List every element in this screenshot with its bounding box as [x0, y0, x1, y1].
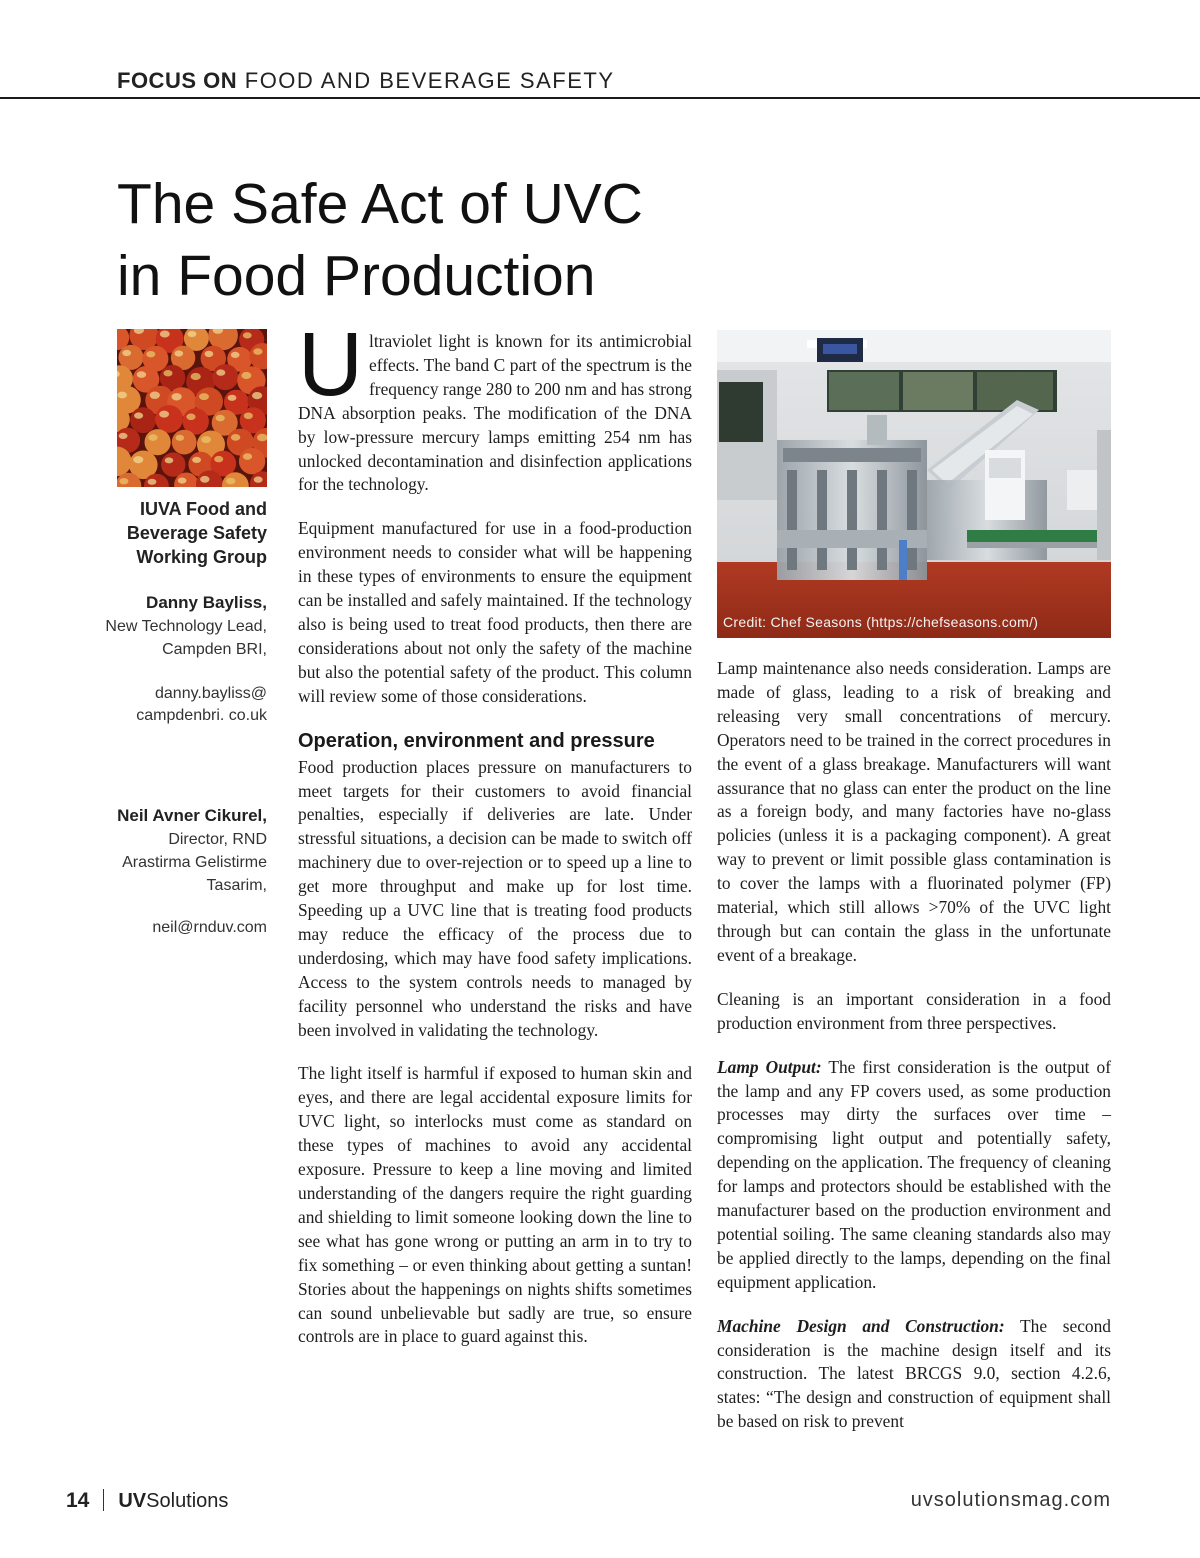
body-paragraph: Cleaning is an important consideration in a food production environment from three perspectives.	[717, 988, 1111, 1033]
production-line-image	[717, 330, 1111, 638]
magazine-brand-bold: UV	[118, 1490, 147, 1512]
intro-text: ltraviolet light is known for its antimicrobial effects. The band C part of the spectrum is the frequency range 280 to 200 nm and has strong DNA absorption peaks. The modification of the DNA by low-pressure mercury lamps emitting 254 nm has unlocked decontamination and disinfection applications for the technology.	[298, 331, 692, 495]
footer-divider	[103, 1489, 104, 1511]
working-group-name: IUVA Food and Beverage Safety Working Group	[126, 499, 267, 567]
article-title	[117, 168, 877, 312]
page-number: 14	[66, 1489, 90, 1512]
author-email-link[interactable]: danny.bayliss@ campdenbri. co.uk	[136, 685, 267, 724]
body-paragraph: Lamp maintenance also needs consideration. Lamps are made of glass, leading to a risk of breaking and releasing very small concentrations of mercury. Operators need to be trained in the correct procedures in the event of a glass breakage. Manufacturers will want assurance that no glass can enter the product on the line as a foreign body, and many factories have no-glass policies (unless it is a packaging component). A great way to prevent or limit possible glass contamination is to cover the lamps with a fluorinated polymer (FP) material, which still allows >70% of the UVC light through but can contain the glass in the unfortunate event of a breakage.	[717, 658, 1111, 965]
apples-photo	[117, 329, 267, 487]
title-line-2: in Food Production	[117, 244, 596, 308]
run-in-heading: Machine Design and Construction:	[717, 1315, 1005, 1336]
production-line-photo	[717, 330, 1111, 638]
author-role: New Technology Lead, Campden BRI,	[105, 618, 267, 658]
footer-website-link[interactable]: uvsolutionsmag.com	[910, 1489, 1111, 1511]
section-keyword: FOCUS ON	[117, 68, 238, 93]
header-rule	[0, 97, 1200, 99]
apples-image	[117, 329, 267, 487]
paragraph-text: The second consideration is the machine design itself and its construction. The latest BRCGS 9.0, section 4.2.6, states: “The design and construction of equipment shall be based on risk to prevent	[717, 1315, 1111, 1432]
author-name: Danny Bayliss,	[146, 593, 267, 612]
section-subheading: Operation, environment and pressure	[298, 729, 655, 752]
author-sidebar	[100, 497, 267, 939]
drop-cap: U	[298, 315, 363, 415]
title-line-1: The Safe Act of UVC	[117, 172, 643, 236]
article-column-right	[717, 657, 1111, 1454]
author-email-link[interactable]: neil@rnduv.com	[152, 919, 267, 936]
body-paragraph	[717, 1315, 1111, 1435]
footer-folio	[66, 1489, 228, 1513]
intro-paragraph	[298, 315, 692, 497]
body-paragraph: Food production places pressure on manufacturers to meet targets for their customers to avoid financial penalties, especially if deliveries are late. Under stressful situations, a decision can be made to switch off machinery due to over-rejection or to speed up a line to get more throughput and make up for lost time. Speeding up a UVC line that is treating food products may reduce the efficacy of the process due to underdosing, which may have food safety implications. Access to the system controls needs to managed by facility personnel who understand the risks and have been involved in validating the technology.	[298, 756, 692, 1040]
author-name: Neil Avner Cikurel,	[117, 806, 267, 825]
section-topic: FOOD AND BEVERAGE SAFETY	[244, 68, 615, 93]
section-header	[117, 68, 615, 94]
body-paragraph	[717, 1056, 1111, 1295]
body-paragraph: The light itself is harmful if exposed to human skin and eyes, and there are legal accidental exposure limits for UVC light, so interlocks must come as standard on these types of machines to avoid any accidental exposure. Pressure to keep a line moving and limited understanding of the dangers require the right guarding and shielding to limit someone looking down the line to see what has gone wrong or putting an arm in to try to fix something – or even thinking about getting a suntan! Stories about the happenings on nights shifts sometimes can sound unbelievable but sadly are true, so ensure controls are in place to guard against this.	[298, 1063, 692, 1347]
photo-credit: Credit: Chef Seasons (https://chefseasons.com/)	[723, 614, 1039, 630]
run-in-heading: Lamp Output:	[717, 1056, 822, 1077]
paragraph-text: The first consideration is the output of the lamp and any FP covers used, as some production processes may dirty the surfaces over time – compromising light output and potentially safety, depending on the application. The frequency of cleaning for lamps and protectors should be established with the manufacturer based on the production environment and potential soiling. The same cleaning standards also may be applied directly to the lamps, depending on the final equipment application.	[717, 1056, 1111, 1292]
article-column-middle	[298, 315, 692, 1369]
body-paragraph: Equipment manufactured for use in a food-production environment needs to consider what will be happening in these types of environments to ensure the equipment can be installed and safely maintained. If the technology also is being used to treat food products, then there are considerations about not only the safety of the machine but also the potential safety of the product. This column will review some of those considerations.	[298, 518, 692, 706]
magazine-brand-rest: Solutions	[146, 1490, 229, 1512]
author-role: Director, RND Arastirma Gelistirme Tasarim,	[122, 831, 267, 894]
